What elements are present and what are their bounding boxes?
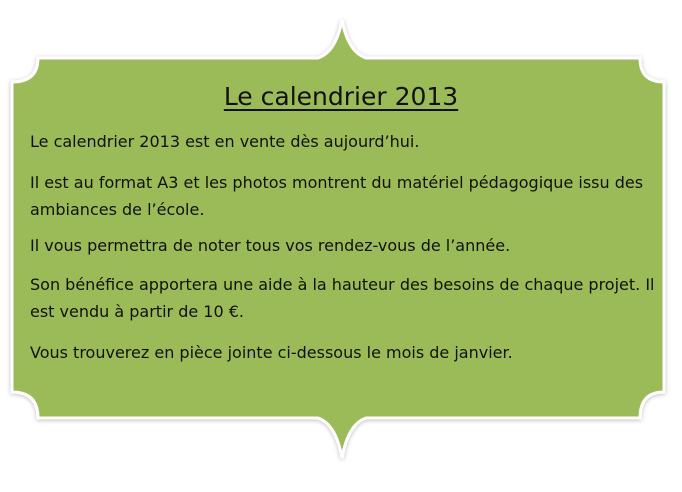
paragraph-profit-price: Son bénéfice apportera une aide à la hauteur des besoins de chaque projet. Il est vendu à partir de 10 €. <box>30 275 655 321</box>
paragraph-appointments: Il vous permettra de noter tous vos rendez-vous de l’année. <box>30 236 511 255</box>
title-text: Le calendrier 2013 <box>223 82 459 111</box>
document-title <box>0 80 682 114</box>
paragraph-attachment-note: Vous trouverez en pièce jointe ci-dessous le mois de janvier. <box>30 343 513 362</box>
paragraph-format-description: Il est au format A3 et les photos montrent du matériel pédagogique issu des ambiances de l’école. <box>30 173 644 219</box>
paragraph-sale-announcement: Le calendrier 2013 est en vente dès aujourd’hui. <box>30 132 420 151</box>
